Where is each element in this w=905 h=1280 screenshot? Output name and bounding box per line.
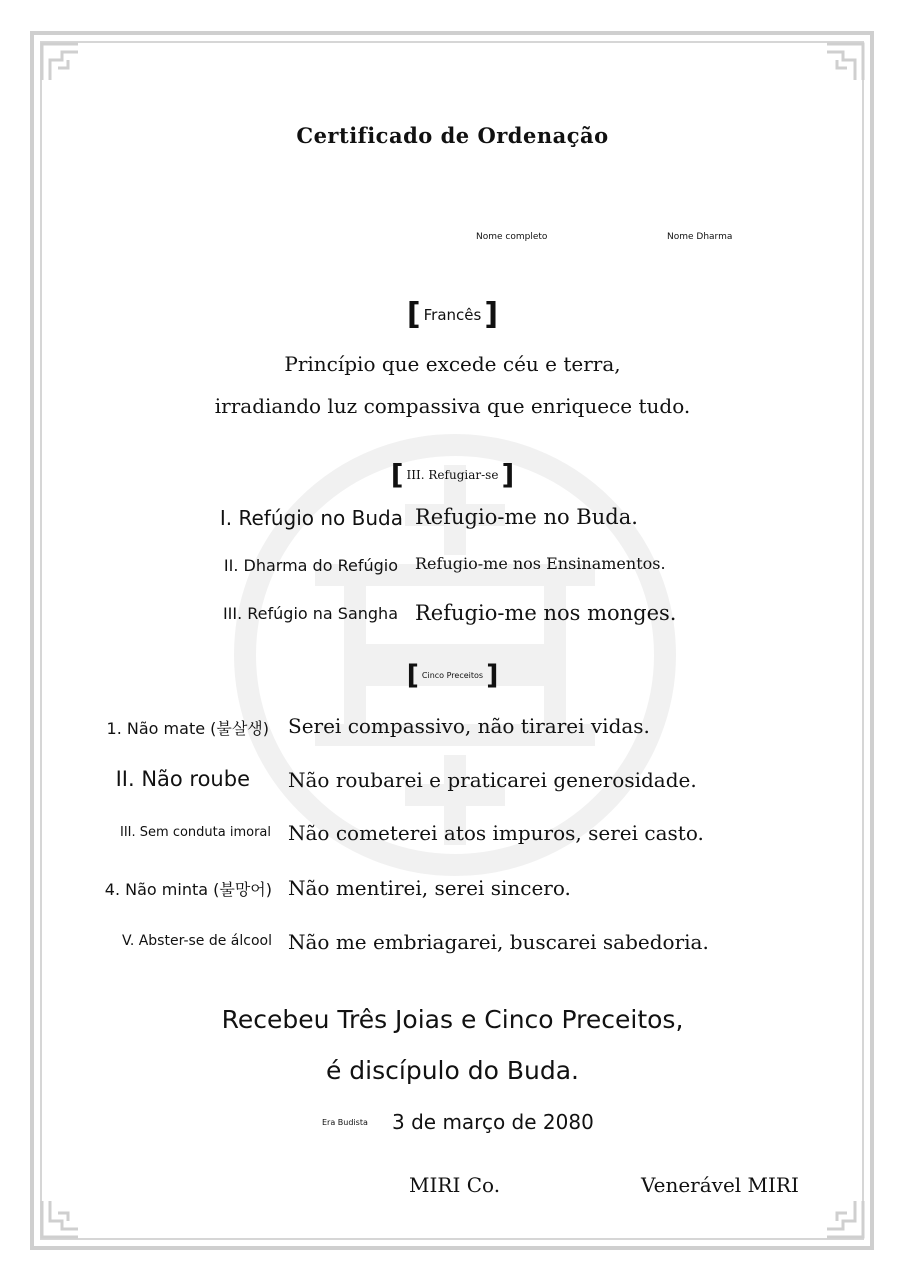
meander-corner-icon <box>38 40 82 84</box>
officiant-signature: Venerável MIRI <box>641 1173 799 1197</box>
right-bracket: ] <box>484 297 499 332</box>
precept-item-label: III. Sem conduta imoral <box>120 825 271 840</box>
full-name-label: Nome completo <box>476 232 548 242</box>
left-bracket: [ <box>390 458 404 491</box>
precept-item-label: II. Não roube <box>115 767 250 791</box>
closing-line-2: é discípulo do Buda. <box>325 1056 579 1085</box>
meander-corner-icon <box>823 40 867 84</box>
precept-item-label: 1. Não mate (불살생) <box>106 719 269 738</box>
precepts-section-heading <box>0 660 905 691</box>
meander-corner-icon <box>38 1197 82 1241</box>
refuge-item-text: Refugio-me nos Ensinamentos. <box>415 554 666 573</box>
left-bracket: [ <box>406 297 421 332</box>
right-bracket: ] <box>501 458 515 491</box>
precept-item-label: 4. Não minta (불망어) <box>104 880 272 899</box>
verse-section-heading <box>0 297 905 332</box>
refuge-item-text: Refugio-me no Buda. <box>415 505 638 529</box>
precept-item-text: Serei compassivo, não tirarei vidas. <box>288 714 650 738</box>
verse-line-2: irradiando luz compassiva que enriquece tudo. <box>214 394 691 418</box>
refuge-heading-text: III. Refugiar-se <box>406 467 499 482</box>
refuge-item-text: Refugio-me nos monges. <box>415 601 677 625</box>
certificate-title: Certificado de Ordenação <box>296 123 609 148</box>
refuge-section-heading <box>0 458 905 491</box>
precept-item-text: Não roubarei e praticarei generosidade. <box>288 768 697 792</box>
closing-line-1: Recebeu Três Joias e Cinco Preceitos, <box>221 1005 684 1034</box>
precept-item-text: Não cometerei atos impuros, serei casto. <box>288 821 704 845</box>
organization-signature: MIRI Co. <box>409 1173 501 1197</box>
precept-item-label: V. Abster-se de álcool <box>122 933 272 949</box>
refuge-item-label: I. Refúgio no Buda <box>219 506 403 530</box>
precepts-heading-text: Cinco Preceitos <box>421 671 484 680</box>
ordination-date: 3 de março de 2080 <box>392 1110 594 1134</box>
precept-item-text: Não mentirei, serei sincero. <box>288 876 571 900</box>
verse-line-1: Princípio que excede céu e terra, <box>284 352 621 376</box>
refuge-item-label: III. Refúgio na Sangha <box>222 604 398 623</box>
refuge-item-label: II. Dharma do Refúgio <box>223 556 398 575</box>
meander-corner-icon <box>823 1197 867 1241</box>
dharma-name-label: Nome Dharma <box>667 232 733 242</box>
left-bracket: [ <box>406 660 419 691</box>
precept-item-text: Não me embriagarei, buscarei sabedoria. <box>288 930 709 954</box>
era-label: Era Budista <box>322 1118 368 1127</box>
verse-heading-text: Francês <box>423 305 482 324</box>
right-bracket: ] <box>486 660 499 691</box>
longevity-symbol-icon <box>222 425 685 885</box>
